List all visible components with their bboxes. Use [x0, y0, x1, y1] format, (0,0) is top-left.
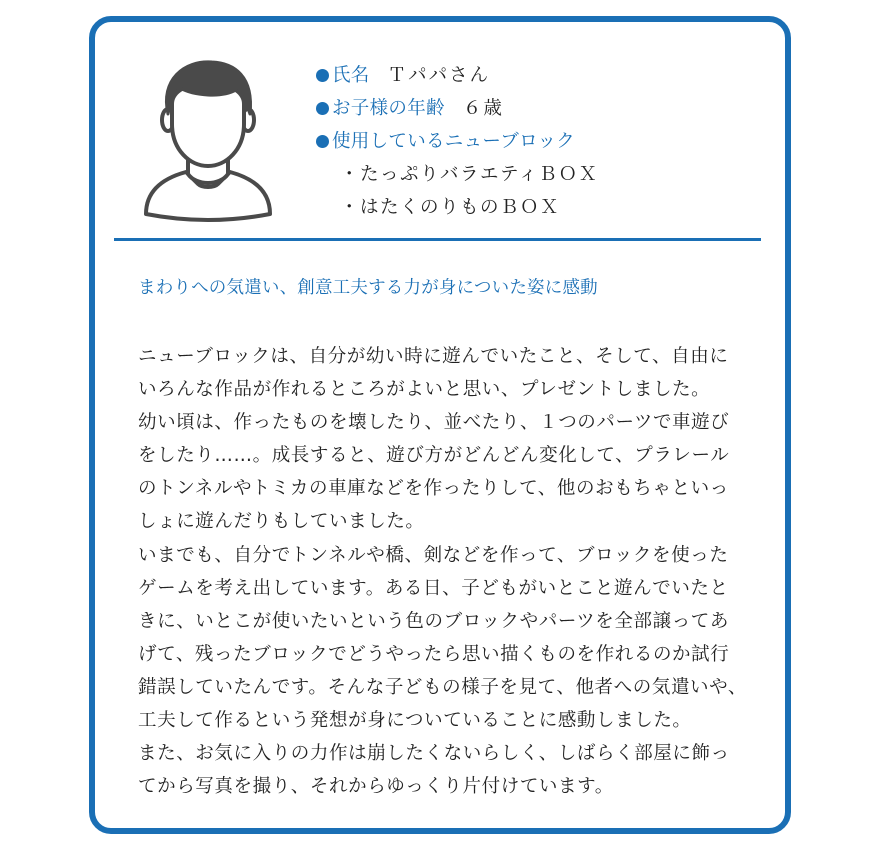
blocks-row [316, 125, 736, 158]
body-line: をしたり……。成長すると、遊び方がどんどん変化して、プラレール [138, 445, 730, 467]
age-value: ６歳 [462, 98, 504, 119]
name-label: 氏名 [332, 65, 370, 86]
body-line: 工夫して作るという発想が身についていることに感動しました。 [138, 710, 692, 732]
divider [114, 238, 761, 241]
body-line: 幼い頃は、作ったものを壊したり、並べたり、１つのパーツで車遊び [138, 412, 730, 434]
blue-dot-icon [316, 69, 329, 82]
body-line: のトンネルやトミカの車庫などを作ったりして、他のおもちゃといっ [138, 478, 729, 500]
name-value: Ｔパパさん [387, 65, 491, 86]
blue-dot-icon [316, 102, 329, 115]
list-item: ・はたくのりものＢＯＸ [340, 197, 561, 218]
age-label: お子様の年齢 [332, 98, 445, 119]
age-row [316, 92, 736, 125]
body-line: また、お気に入りの力作は崩したくないらしく、しばらく部屋に飾っ [138, 743, 730, 765]
testimonial-heading: まわりへの気遣い、創意工夫する力が身についた姿に感動 [138, 278, 598, 298]
body-line: いまでも、自分でトンネルや橋、剣などを作って、ブロックを使った [138, 544, 729, 566]
name-row [316, 59, 736, 92]
body-line: ニューブロックは、自分が幼い時に遊んでいたこと、そして、自由に [138, 346, 729, 367]
blocks-list [316, 158, 736, 224]
body-line: 錯誤していたんです。そんな子どもの様子を見て、他者への気遣いや、 [138, 676, 747, 698]
profile-info [316, 59, 736, 224]
body-line: てから写真を撮り、それからゆっくり片付けています。 [138, 776, 614, 798]
blocks-label: 使用しているニューブロック [332, 131, 576, 152]
body-line: いろんな作品が作れるところがよいと思い、プレゼントしました。 [138, 379, 711, 401]
blue-dot-icon [316, 135, 329, 148]
body-line: げて、残ったブロックでどうやったら思い描くものを作れるのか試行 [138, 643, 730, 665]
body-line: しょに遊んだりもしていました。 [138, 511, 425, 533]
body-line: ゲームを考え出しています。ある日、子どもがいとこと遊んでいたと [138, 577, 729, 599]
list-item: ・たっぷりバラエティＢＯＸ [340, 164, 599, 185]
body-line: きに、いとこが使いたいという色のブロックやパーツを全部譲ってあ [138, 610, 729, 632]
testimonial-body [138, 340, 748, 803]
user-avatar-icon [142, 58, 274, 224]
